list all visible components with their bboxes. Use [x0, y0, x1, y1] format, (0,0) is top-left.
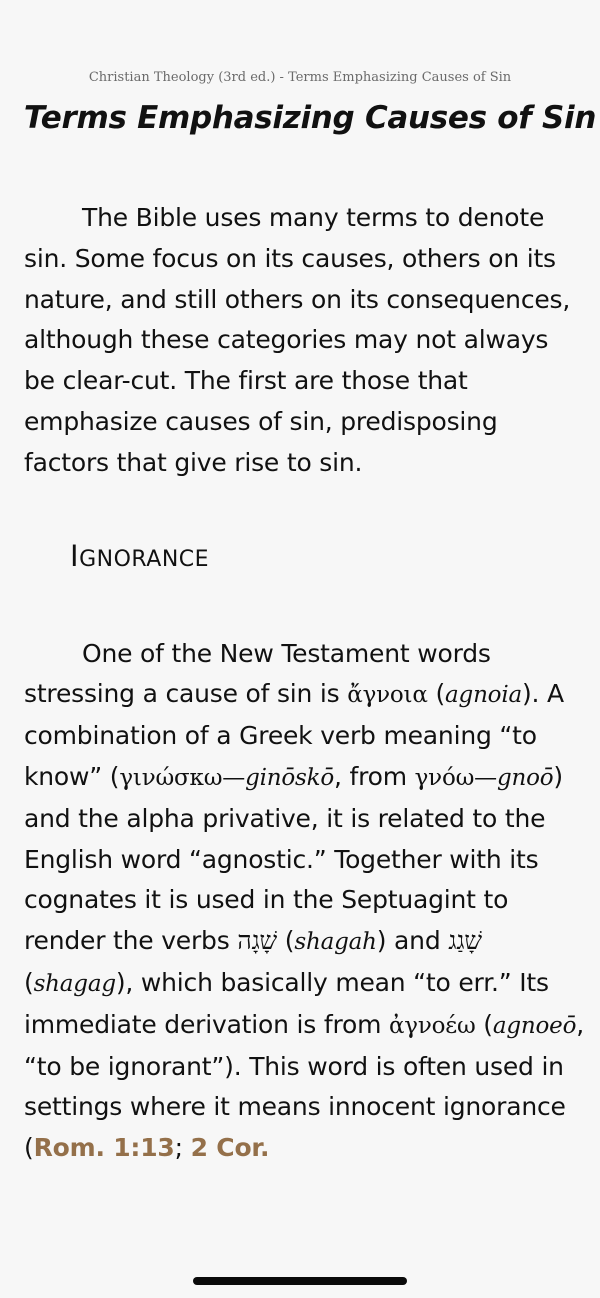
scripture-link-rom-1-13[interactable]: Rom. 1:13 [33, 1133, 175, 1163]
greek-word: ἀγνοέω [388, 1012, 476, 1039]
transliteration: shagag [33, 970, 116, 997]
text-run: ) and the alpha privative, it is related to the English word “agnostic.” Together with its cognates it is used in the Septuagint to render the verbs [24, 761, 563, 956]
text-run: ), which basically mean “to err.” Its immediate derivation is from [24, 967, 549, 1039]
section-heading [70, 536, 584, 580]
text-run: ; [174, 1133, 191, 1163]
text-run: One of the New Testament words stressing a cause of sin is [24, 638, 491, 709]
text-run: ( [24, 967, 34, 997]
greek-word: ἄγνοια [347, 682, 428, 709]
em-dash: — [222, 764, 246, 791]
text-run: , from [334, 761, 415, 791]
scripture-link-2-cor[interactable]: 2 Cor. [190, 1133, 270, 1163]
section-heading-rest: GNORANCE [79, 546, 210, 572]
intro-paragraph: The Bible uses many terms to denote sin. Some focus on its causes, others on its nature, and still others on its consequences, although these categories may not always be clear-cut. The first are those that emphasize causes of sin, predisposing factors that give rise to sin. [24, 203, 571, 477]
greek-word: γνόω [414, 764, 475, 791]
hebrew-word: שָׁגַג [448, 926, 482, 956]
em-dash: — [474, 764, 497, 791]
transliteration: agnoia [445, 682, 522, 709]
text-run: ). A combination of a Greek verb meaning “to know” ( [24, 679, 564, 791]
transliteration: shagah [294, 929, 377, 956]
text-run: ( [475, 1009, 493, 1039]
transliteration: agnoeō [492, 1012, 577, 1039]
hebrew-word: שָׁגָה [237, 926, 278, 956]
text-run: , “to be ignorant”). This word is often used in settings where it means innocent ignorance ( [24, 1009, 584, 1163]
home-indicator[interactable] [193, 1277, 407, 1285]
body-paragraph [24, 634, 584, 1169]
reader-content [24, 198, 584, 1169]
chapter-title: Terms Emphasizing Causes of Sin [23, 100, 597, 136]
transliteration: gnoō [496, 764, 554, 791]
text-run: ) and [376, 926, 449, 956]
section-heading-initial: I [70, 538, 80, 573]
text-run: ( [277, 926, 295, 956]
greek-word: γινώσκω [119, 764, 223, 791]
transliteration: ginōskō [245, 764, 335, 791]
text-run: ( [427, 679, 446, 709]
running-header: Christian Theology (3rd ed.) - Terms Emphasizing Causes of Sin [88, 70, 512, 85]
